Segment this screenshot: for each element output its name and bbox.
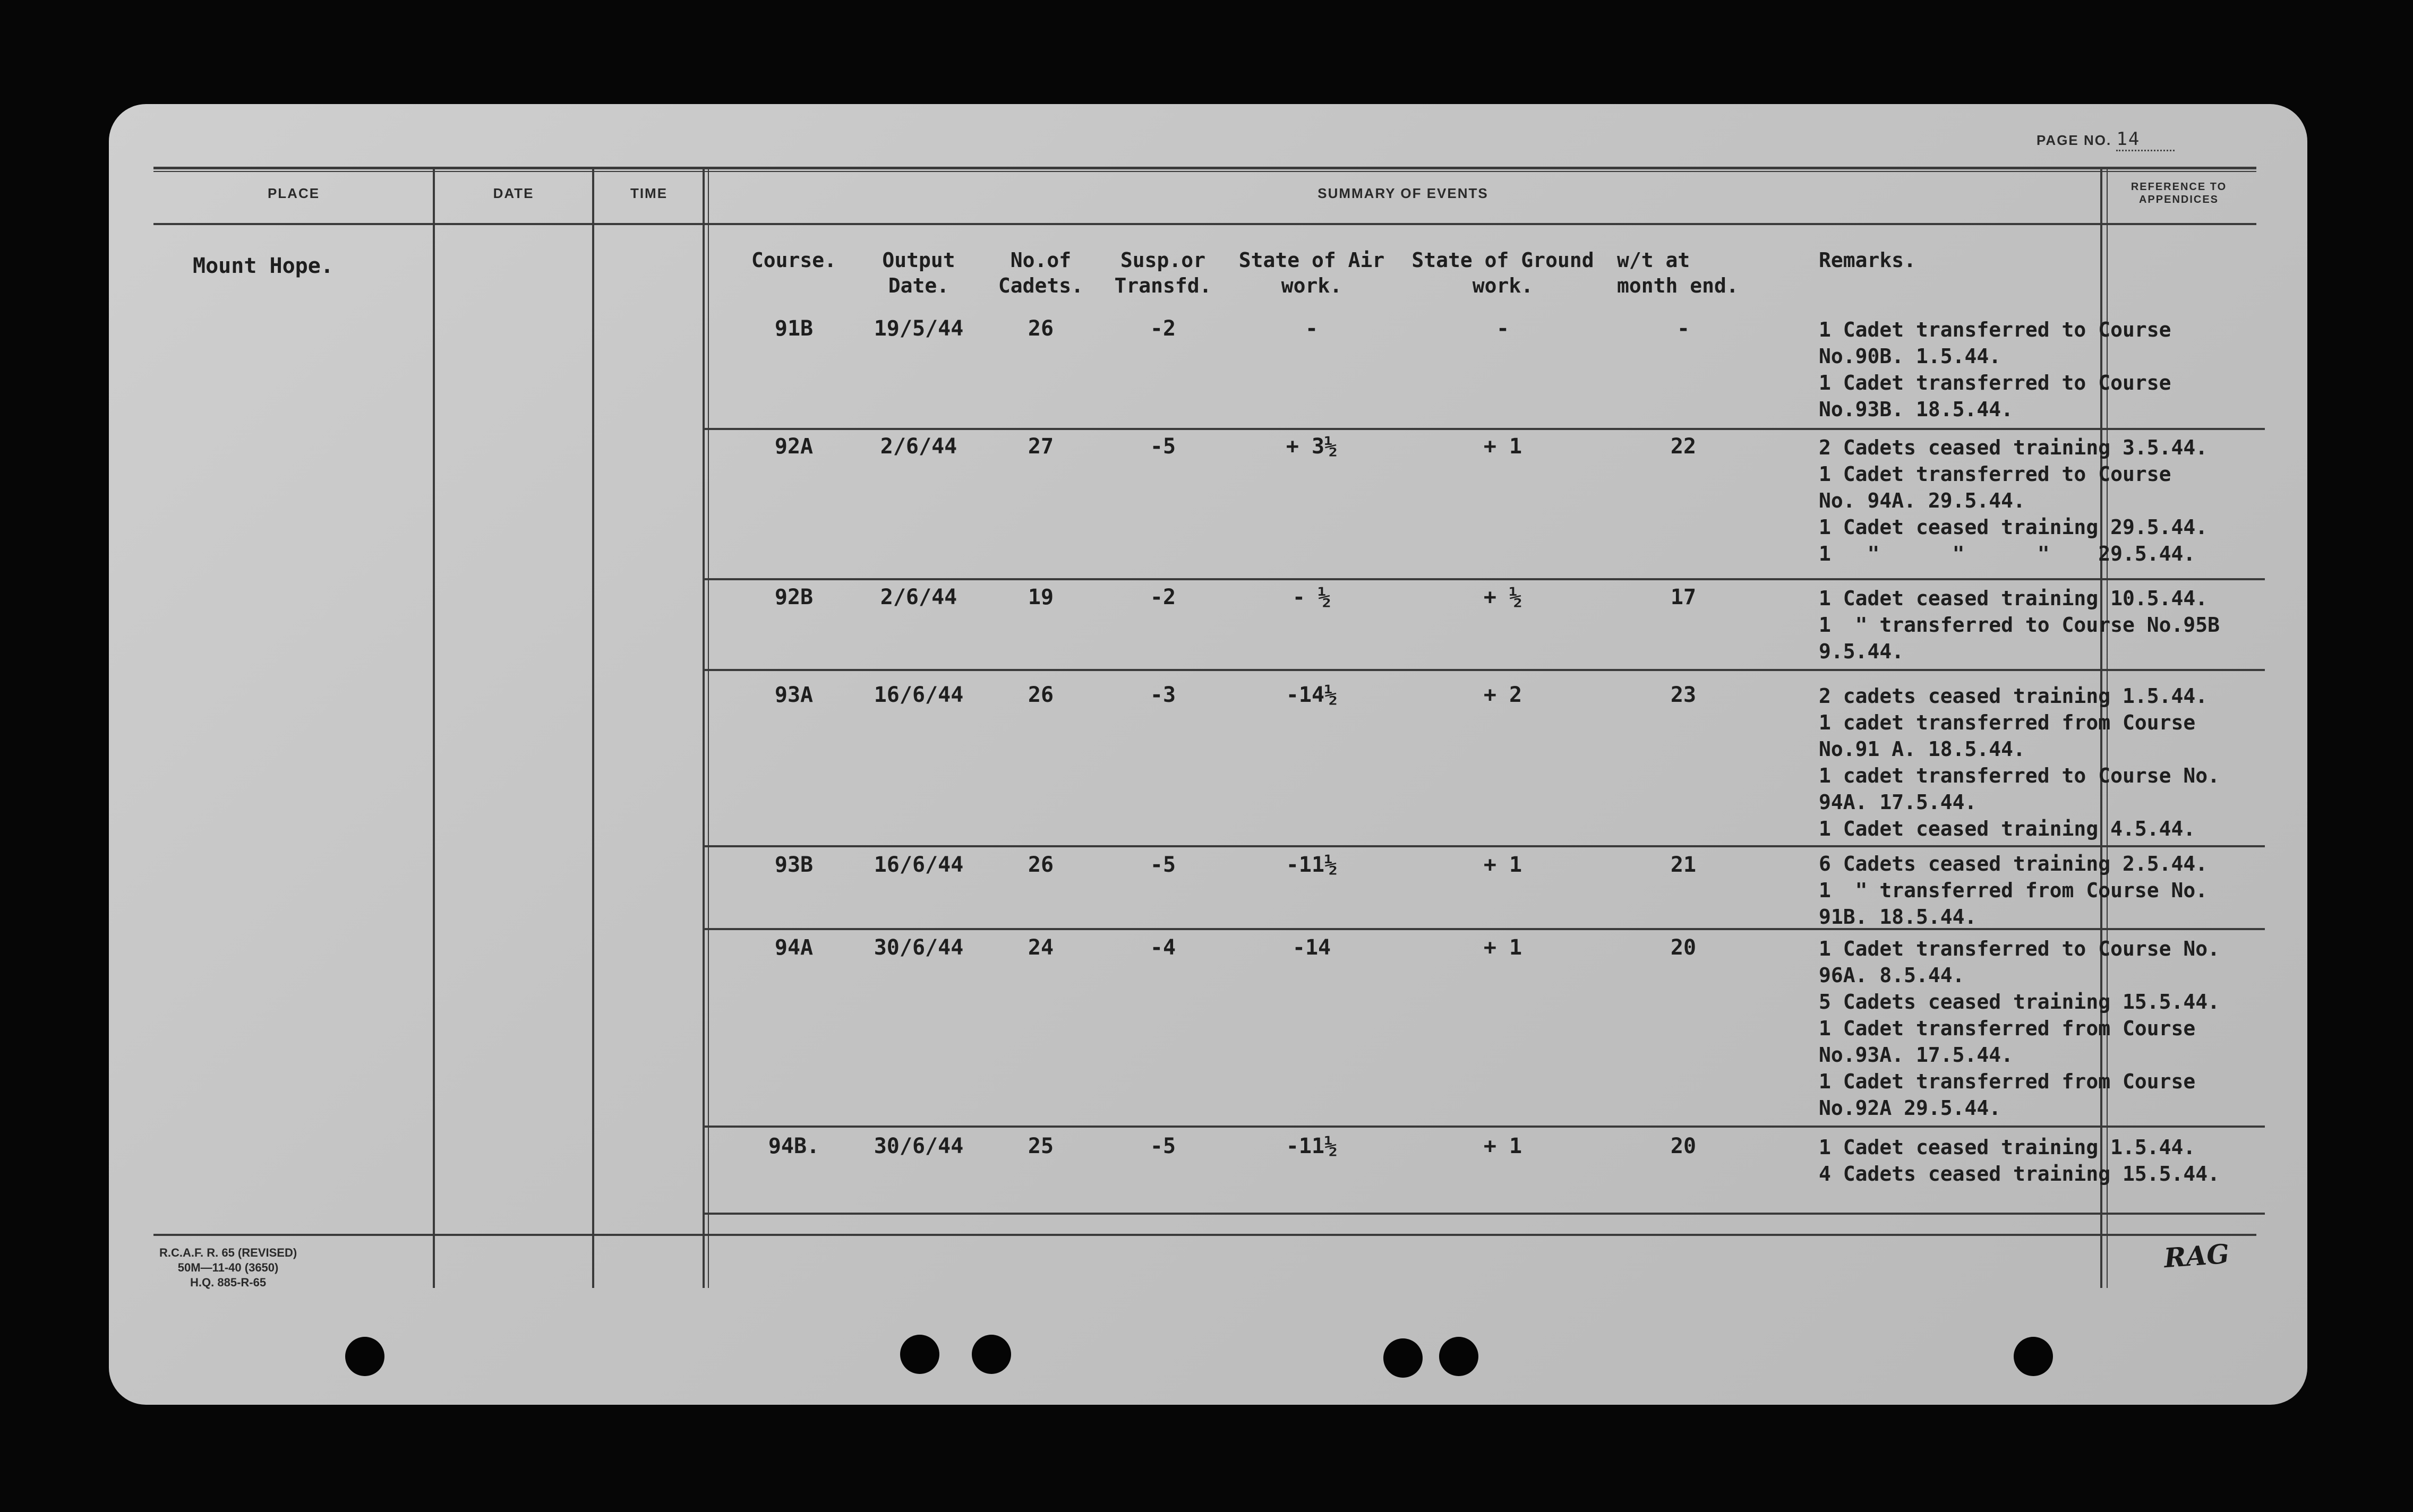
cell-remarks: 1 Cadet ceased training 1.5.44. 4 Cadets ceased training 15.5.44.: [1819, 1136, 2220, 1185]
page-number-label: PAGE NO.: [2036, 132, 2112, 148]
cell-remarks: 1 Cadet transferred to Course No.90B. 1.5.44. 1 Cadet transferred to Course No.93B. 18.5.44.: [1819, 318, 2171, 421]
cell-wt: 23: [1670, 683, 1697, 707]
cell-cadets: 25: [1028, 1134, 1054, 1158]
cell-ground: + 1: [1483, 1134, 1522, 1158]
cell-air: -14: [1292, 935, 1331, 960]
cell-course: 94A: [774, 935, 814, 960]
rule-date-time: [592, 168, 594, 1288]
header-bottom-rule: [153, 223, 2256, 225]
rule-time-summary: [703, 168, 705, 1288]
cell-ground: + 1: [1483, 434, 1522, 459]
punch-hole: [972, 1335, 1011, 1374]
cell-cadets: 24: [1028, 935, 1054, 960]
cell-air: + 3½: [1286, 434, 1338, 459]
row-separator: [704, 428, 2265, 430]
place-value: Mount Hope.: [193, 254, 333, 278]
cell-course: 93A: [774, 683, 814, 707]
rule-time-summary-inner: [708, 168, 709, 1288]
punch-hole: [1439, 1337, 1478, 1376]
cell-ground: -: [1496, 316, 1510, 341]
cell-susp: -4: [1150, 935, 1176, 960]
header-date: DATE: [493, 185, 534, 201]
cell-remarks: 2 cadets ceased training 1.5.44. 1 cadet transferred from Course No.91 A. 18.5.44. 1 cadet transferred to Course No. 94A. 17.5.44. 1 Cadet ceased training 4.5.44.: [1819, 684, 2220, 840]
cell-air: -11½: [1286, 1134, 1338, 1158]
cell-susp: -2: [1150, 316, 1176, 341]
row-separator: [704, 578, 2265, 580]
cell-cadets: 19: [1028, 585, 1054, 609]
row-separator: [704, 669, 2265, 671]
cell-output-date: 19/5/44: [874, 316, 964, 341]
cell-air: -14½: [1286, 683, 1338, 707]
col-output-date: Output Date.: [882, 248, 955, 297]
cell-course: 91B: [774, 316, 814, 341]
punch-hole: [900, 1335, 939, 1374]
cell-output-date: 2/6/44: [880, 585, 957, 609]
page-number-value: 14: [2116, 128, 2175, 151]
col-susp-transfd: Susp.or Transfd.: [1114, 248, 1212, 297]
cell-remarks: 2 Cadets ceased training 3.5.44. 1 Cadet transferred to Course No. 94A. 29.5.44. 1 Cadet ceased training 29.5.44. 1 " " " 29.5.44.: [1819, 436, 2208, 565]
cell-ground: + ½: [1483, 585, 1522, 609]
cell-course: 94B.: [768, 1134, 820, 1158]
cell-output-date: 2/6/44: [880, 434, 957, 459]
cell-course: 93B: [774, 853, 814, 877]
summary-bottom-rule: [704, 1213, 2265, 1215]
punch-hole: [1383, 1338, 1423, 1378]
punch-hole: [345, 1337, 384, 1376]
row-separator: [704, 1126, 2265, 1128]
handwritten-initials: RAG: [2163, 1238, 2230, 1274]
form-code-line2: 50M—11-40 (3650): [177, 1261, 279, 1274]
header-summary-of-events: SUMMARY OF EVENTS: [1317, 185, 1488, 201]
cell-susp: -2: [1150, 585, 1176, 609]
page-number: [2036, 128, 2175, 151]
cell-wt: 21: [1670, 853, 1697, 877]
form-code-line1: R.C.A.F. R. 65 (REVISED): [159, 1246, 297, 1259]
cell-remarks: 1 Cadet ceased training 10.5.44. 1 " transferred to Course No.95B 9.5.44.: [1819, 587, 2220, 663]
cell-course: 92B: [774, 585, 814, 609]
form-code: [159, 1245, 297, 1290]
cell-susp: -5: [1150, 434, 1176, 459]
header-reference-line1: REFERENCE TO: [2130, 181, 2227, 193]
col-state-ground-work: State of Ground work.: [1411, 248, 1594, 297]
cell-susp: -3: [1150, 683, 1176, 707]
cell-susp: -5: [1150, 1134, 1176, 1158]
col-course: Course.: [751, 248, 837, 272]
header-top-rule: [153, 167, 2256, 169]
form-code-line3: H.Q. 885-R-65: [190, 1276, 267, 1289]
col-remarks: Remarks.: [1819, 248, 1916, 272]
header-time: TIME: [630, 185, 668, 201]
cell-output-date: 30/6/44: [874, 935, 964, 960]
cell-wt: 22: [1670, 434, 1697, 459]
cell-output-date: 16/6/44: [874, 683, 964, 707]
cell-cadets: 26: [1028, 316, 1054, 341]
cell-wt: -: [1676, 316, 1690, 341]
col-wt-month-end: w/t at month end.: [1617, 248, 1739, 297]
cell-remarks: 1 Cadet transferred to Course No. 96A. 8.5.44. 5 Cadets ceased training 15.5.44. 1 Cadet transferred from Course No.93A. 17.5.44. 1 Cadet transferred from Course No.92A 29.5.44.: [1819, 937, 2220, 1120]
cell-susp: -5: [1150, 853, 1176, 877]
cell-ground: + 2: [1483, 683, 1522, 707]
cell-cadets: 27: [1028, 434, 1054, 459]
header-reference-line2: APPENDICES: [2138, 194, 2219, 205]
cell-cadets: 26: [1028, 853, 1054, 877]
table-bottom-rule: [153, 1234, 2256, 1236]
cell-air: - ½: [1292, 585, 1331, 609]
row-separator: [704, 845, 2265, 847]
cell-air: -: [1305, 316, 1319, 341]
col-no-of-cadets: No.of Cadets.: [998, 248, 1084, 297]
header-place: PLACE: [267, 185, 320, 201]
col-state-air-work: State of Air work.: [1238, 248, 1385, 297]
header-top-rule-inner: [153, 171, 2256, 172]
cell-ground: + 1: [1483, 935, 1522, 960]
cell-wt: 20: [1670, 1134, 1697, 1158]
punch-hole: [2014, 1337, 2053, 1376]
cell-wt: 17: [1670, 585, 1697, 609]
cell-cadets: 26: [1028, 683, 1054, 707]
rule-place-date: [433, 168, 435, 1288]
cell-wt: 20: [1670, 935, 1697, 960]
cell-air: -11½: [1286, 853, 1338, 877]
cell-course: 92A: [774, 434, 814, 459]
cell-output-date: 30/6/44: [874, 1134, 964, 1158]
cell-remarks: 6 Cadets ceased training 2.5.44. 1 " transferred from Course No. 91B. 18.5.44.: [1819, 852, 2208, 929]
record-card: [109, 104, 2307, 1405]
cell-output-date: 16/6/44: [874, 853, 964, 877]
header-reference: [2101, 181, 2256, 206]
cell-ground: + 1: [1483, 853, 1522, 877]
